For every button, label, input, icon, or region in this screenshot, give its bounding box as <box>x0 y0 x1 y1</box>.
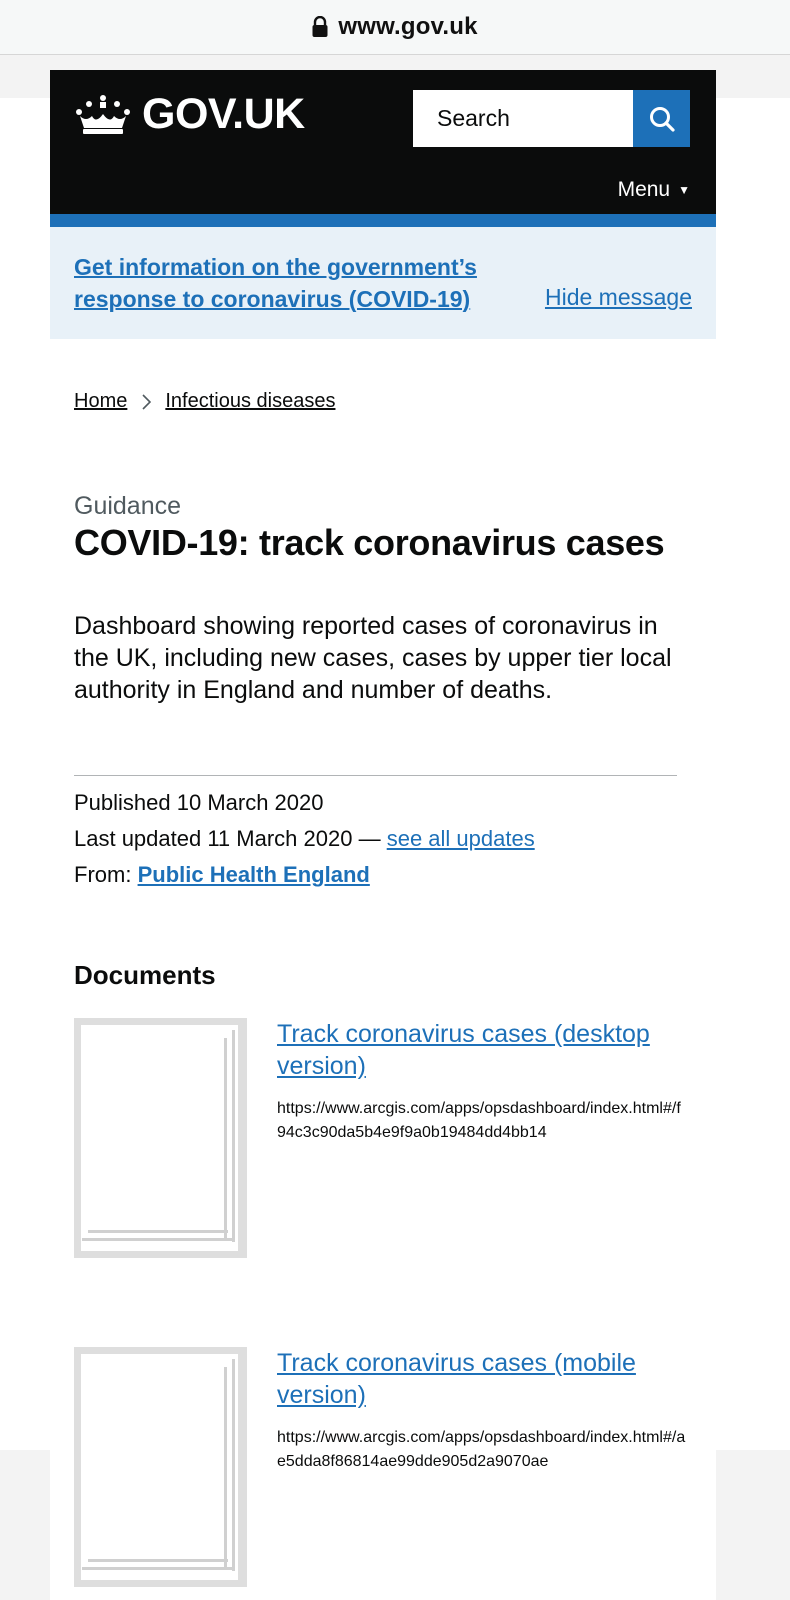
search-form <box>413 90 691 147</box>
govuk-logo-text: GOV.UK <box>142 90 305 138</box>
from-organisation <box>74 862 370 888</box>
govuk-page <box>50 70 716 1600</box>
document-thumbnail-icon[interactable] <box>74 1347 247 1587</box>
document-attachment <box>74 1018 694 1258</box>
last-updated <box>74 826 535 852</box>
documents-heading: Documents <box>74 960 216 990</box>
menu-button[interactable] <box>618 178 690 202</box>
chevron-right-icon <box>141 394 151 410</box>
last-updated-text: Last updated 11 March 2020 — <box>74 826 381 851</box>
site-header <box>50 70 716 227</box>
document-url: https://www.arcgis.com/apps/opsdashboard/index.html#/f94c3c90da5b4e9f9a0b19484dd4bb14 <box>277 1100 681 1141</box>
covid-response-link[interactable]: Get information on the government’s response to coronavirus (COVID-19) <box>74 254 477 312</box>
breadcrumb <box>74 390 335 413</box>
hide-message-link[interactable]: Hide message <box>544 284 692 310</box>
from-label: From: <box>74 862 132 887</box>
organisation-link[interactable]: Public Health England <box>137 862 370 887</box>
govuk-logo[interactable] <box>74 90 305 139</box>
page-lede: Dashboard showing reported cases of coronavirus in the UK, including new cases, cases by upper tier local authority in England and number of deaths. <box>74 612 672 704</box>
search-icon <box>648 105 676 133</box>
menu-caret-icon: ▼ <box>678 183 690 197</box>
search-button[interactable] <box>633 90 690 147</box>
see-all-updates-link[interactable]: see all updates <box>386 826 535 851</box>
page-title: COVID-19: track coronavirus cases <box>74 522 665 563</box>
search-input[interactable]: Search <box>413 90 633 147</box>
document-attachment <box>74 1347 694 1587</box>
breadcrumb-home[interactable]: Home <box>74 390 128 412</box>
menu-label: Menu <box>617 178 671 201</box>
document-title-link[interactable]: Track coronavirus cases (desktop version) <box>277 1020 650 1080</box>
lock-icon <box>312 16 328 38</box>
document-thumbnail-icon[interactable] <box>74 1018 247 1258</box>
document-title-link[interactable]: Track coronavirus cases (mobile version) <box>277 1349 636 1409</box>
section-divider <box>74 775 677 776</box>
browser-url-bar[interactable] <box>0 0 790 55</box>
breadcrumb-infectious-diseases[interactable]: Infectious diseases <box>165 390 336 412</box>
crown-icon <box>74 94 132 136</box>
covid-banner <box>50 227 716 339</box>
browser-url-text: www.gov.uk <box>338 13 478 40</box>
document-url: https://www.arcgis.com/apps/opsdashboard/index.html#/ae5dda8f86814ae99dde905d2a9070ae <box>277 1429 686 1470</box>
published-date: Published 10 March 2020 <box>74 790 324 815</box>
page-caption: Guidance <box>74 492 182 520</box>
header-blue-rule <box>50 214 716 227</box>
